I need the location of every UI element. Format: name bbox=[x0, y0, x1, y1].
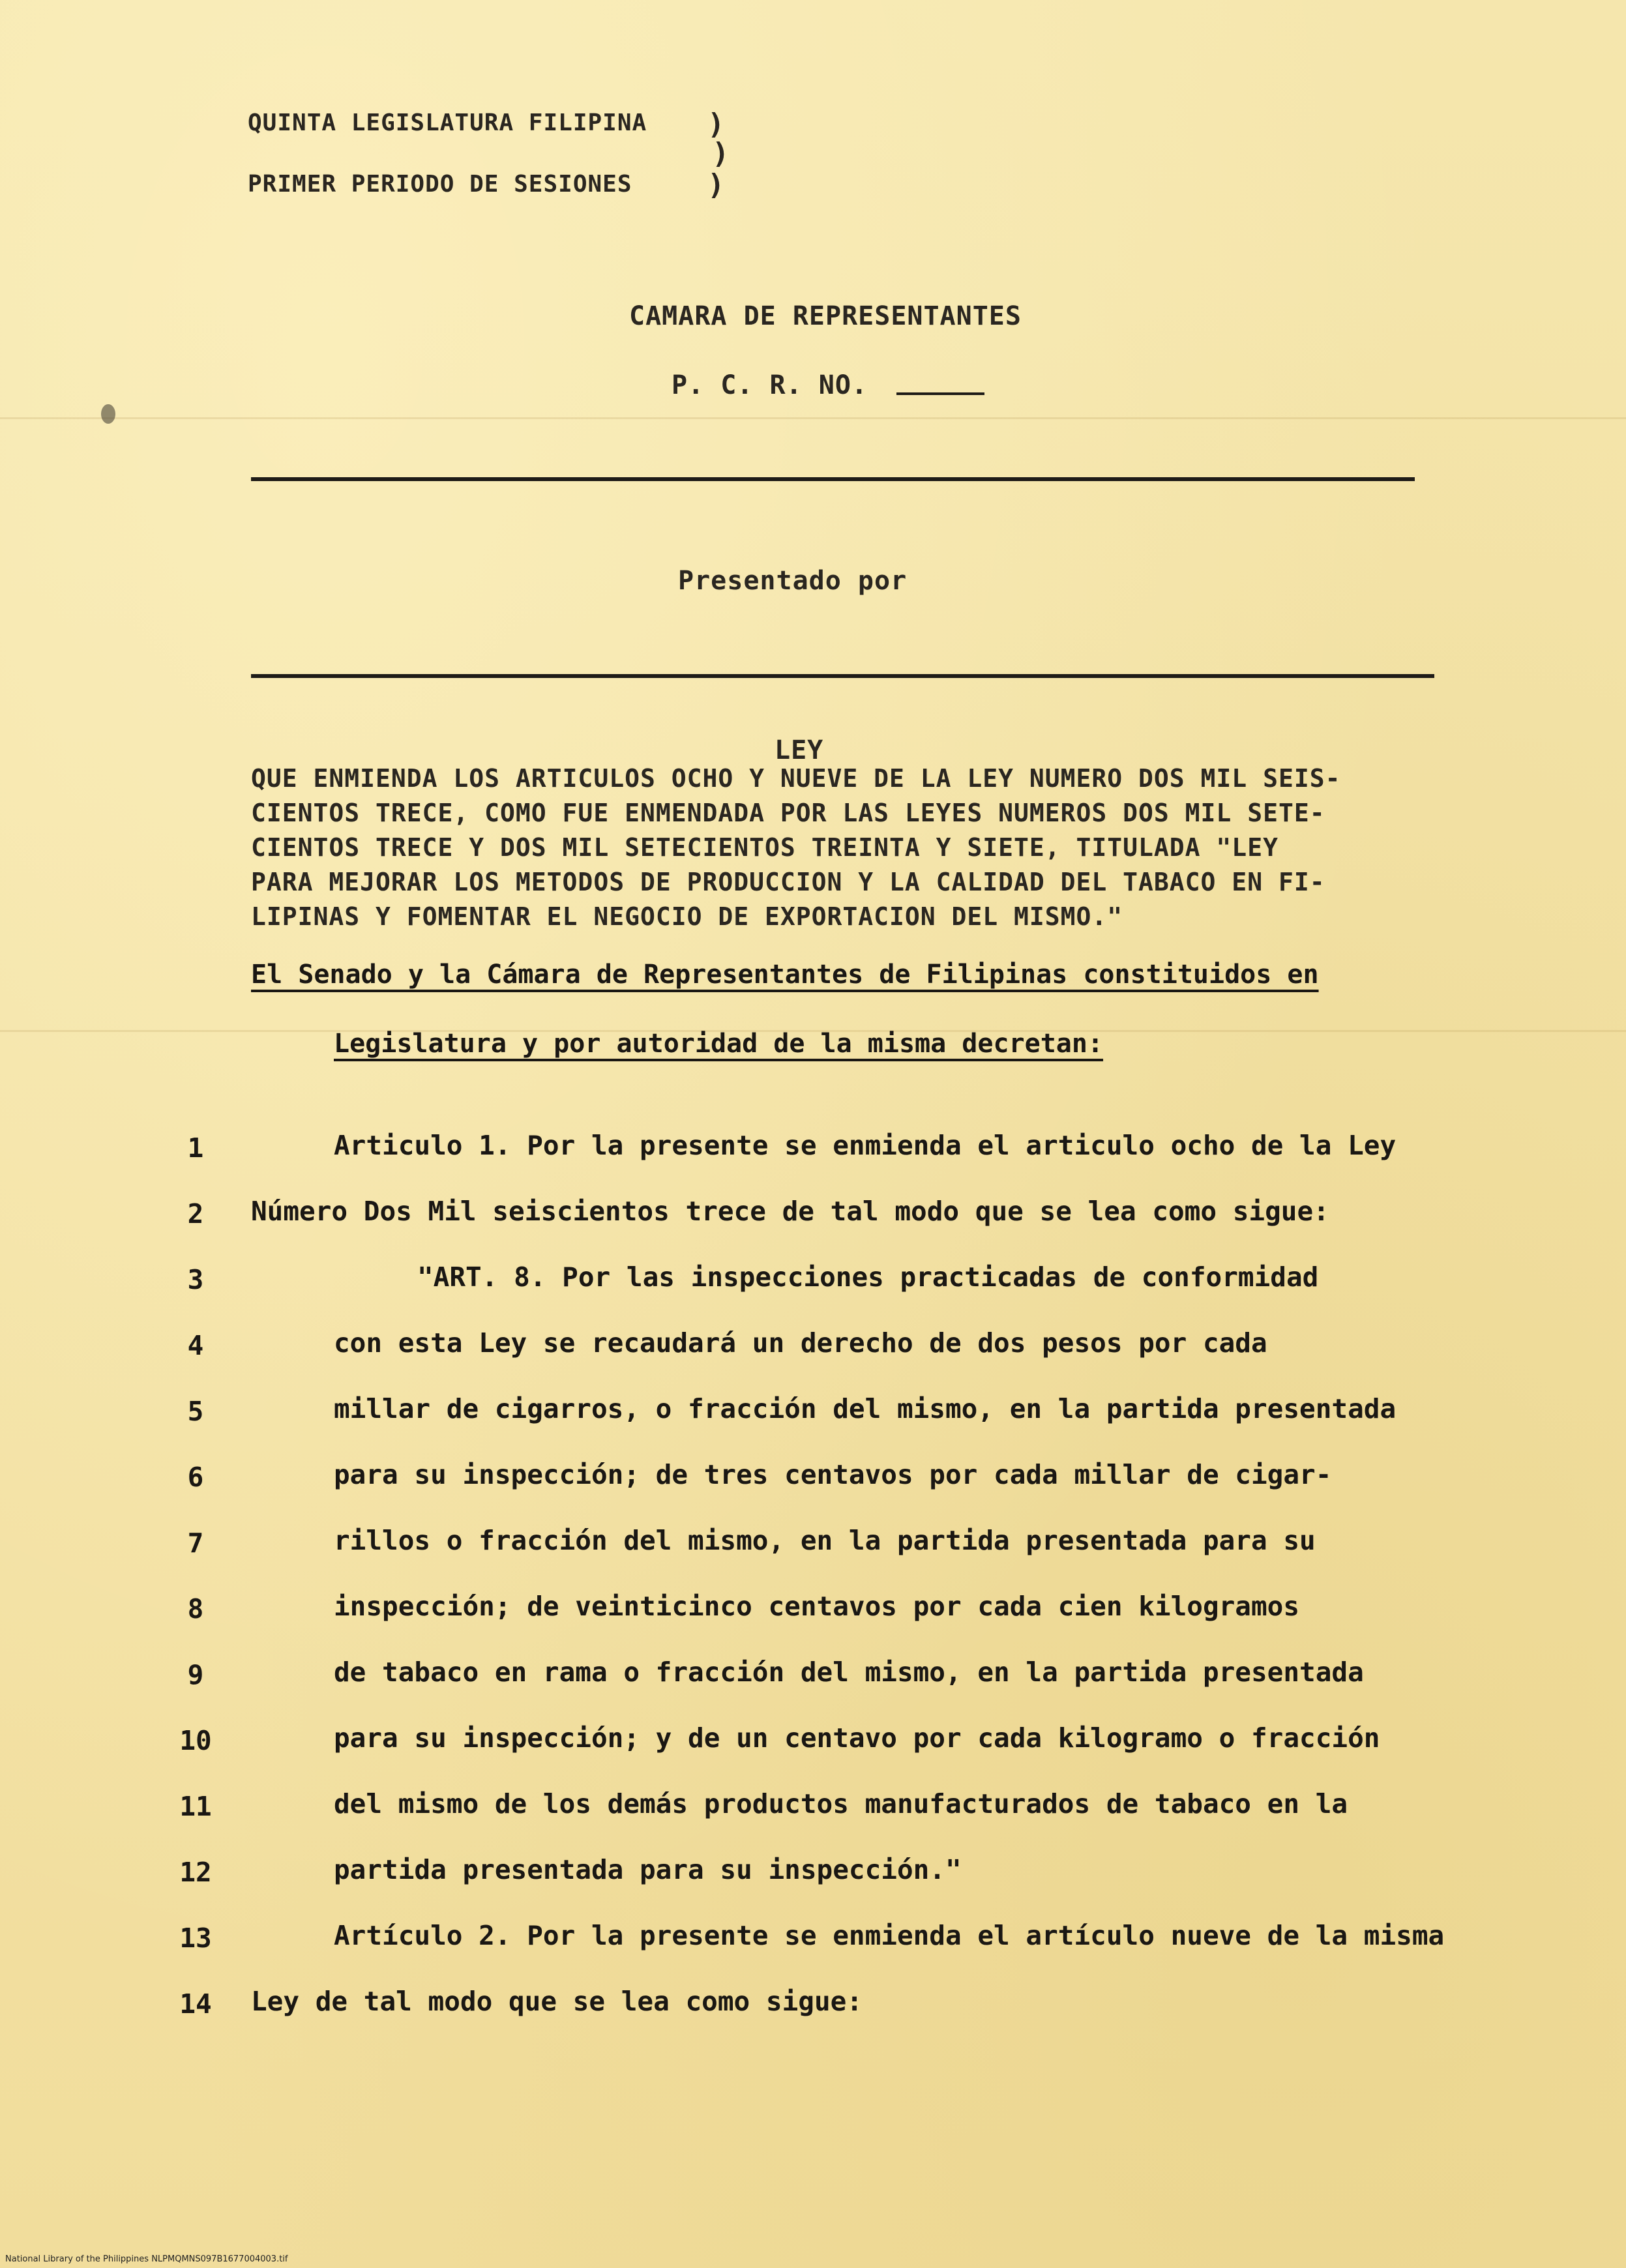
ink-smudge bbox=[101, 404, 115, 424]
bill-kind: LEY bbox=[775, 735, 824, 765]
bill-number-blank bbox=[896, 392, 984, 395]
chamber-title: CAMARA DE REPRESENTANTES bbox=[629, 301, 1022, 331]
enacting-clause-line: Legislatura y por autoridad de la misma decretan: bbox=[334, 1029, 1104, 1059]
bracket-bottom: ) bbox=[707, 168, 726, 201]
line-number: 3 bbox=[187, 1264, 204, 1295]
line-number: 12 bbox=[179, 1857, 212, 1888]
bracket-top: ) bbox=[707, 108, 726, 141]
bill-title-line: LIPINAS Y FOMENTAR EL NEGOCIO DE EXPORTACION DEL MISMO." bbox=[251, 902, 1123, 931]
bill-text-line: del mismo de los demás productos manufacturados de tabaco en la bbox=[334, 1788, 1348, 1819]
bill-text-line: partida presentada para su inspección." bbox=[334, 1854, 962, 1885]
line-number: 2 bbox=[187, 1198, 204, 1230]
bracket-middle: ) bbox=[712, 137, 730, 170]
bill-title-line: QUE ENMIENDA LOS ARTICULOS OCHO Y NUEVE DE LA LEY NUMERO DOS MIL SEIS- bbox=[251, 764, 1341, 793]
bill-text-line: Articulo 1. Por la presente se enmienda el articulo ocho de la Ley bbox=[334, 1130, 1397, 1161]
bill-text-line: Número Dos Mil seiscientos trece de tal modo que se lea como sigue: bbox=[251, 1196, 1329, 1227]
bill-text-line: rillos o fracción del mismo, en la partida presentada para su bbox=[334, 1525, 1316, 1556]
bill-title-line: PARA MEJORAR LOS METODOS DE PRODUCCION Y LA CALIDAD DEL TABACO EN FI- bbox=[251, 868, 1325, 896]
bill-text-line: "ART. 8. Por las inspecciones practicadas de conformidad bbox=[417, 1261, 1319, 1293]
paper-fold bbox=[0, 417, 1626, 419]
bill-text-line: inspección; de veinticinco centavos por cada cien kilogramos bbox=[334, 1591, 1300, 1622]
line-number: 1 bbox=[187, 1132, 204, 1164]
horizontal-rule-top bbox=[251, 477, 1415, 481]
bill-number-label: P. C. R. NO. bbox=[672, 370, 868, 400]
bill-title-line: CIENTOS TRECE Y DOS MIL SETECIENTOS TREINTA Y SIETE, TITULADA "LEY bbox=[251, 833, 1279, 862]
legislature-label: QUINTA LEGISLATURA FILIPINA bbox=[248, 110, 647, 136]
horizontal-rule-bottom bbox=[251, 674, 1434, 678]
archive-footer: National Library of the Philippines NLPMQMNS097B1677004003.tif bbox=[5, 2254, 288, 2264]
line-number: 7 bbox=[187, 1527, 204, 1559]
presented-by-label: Presentado por bbox=[678, 566, 908, 596]
line-number: 8 bbox=[187, 1593, 204, 1625]
bill-text-line: para su inspección; de tres centavos por cada millar de cigar- bbox=[334, 1459, 1332, 1490]
bill-text-line: de tabaco en rama o fracción del mismo, en la partida presentada bbox=[334, 1657, 1364, 1688]
line-number: 9 bbox=[187, 1659, 204, 1690]
line-number: 14 bbox=[179, 1988, 212, 2020]
session-label: PRIMER PERIODO DE SESIONES bbox=[248, 171, 632, 198]
line-number: 10 bbox=[179, 1725, 212, 1756]
bill-text-line: Artículo 2. Por la presente se enmienda el artículo nueve de la misma bbox=[334, 1920, 1445, 1951]
bill-text-line: Ley de tal modo que se lea como sigue: bbox=[251, 1986, 863, 2017]
enacting-clause-line: El Senado y la Cámara de Representantes de Filipinas constituidos en bbox=[251, 960, 1319, 990]
line-number: 6 bbox=[187, 1462, 204, 1493]
line-number: 4 bbox=[187, 1330, 204, 1361]
line-number: 13 bbox=[179, 1922, 212, 1954]
line-number: 5 bbox=[187, 1396, 204, 1427]
line-number: 11 bbox=[179, 1791, 212, 1822]
bill-text-line: para su inspección; y de un centavo por cada kilogramo o fracción bbox=[334, 1722, 1380, 1754]
bill-title-line: CIENTOS TRECE, COMO FUE ENMENDADA POR LAS LEYES NUMEROS DOS MIL SETE- bbox=[251, 799, 1325, 827]
bill-text-line: millar de cigarros, o fracción del mismo, en la partida presentada bbox=[334, 1393, 1397, 1424]
bill-text-line: con esta Ley se recaudará un derecho de dos pesos por cada bbox=[334, 1327, 1267, 1359]
